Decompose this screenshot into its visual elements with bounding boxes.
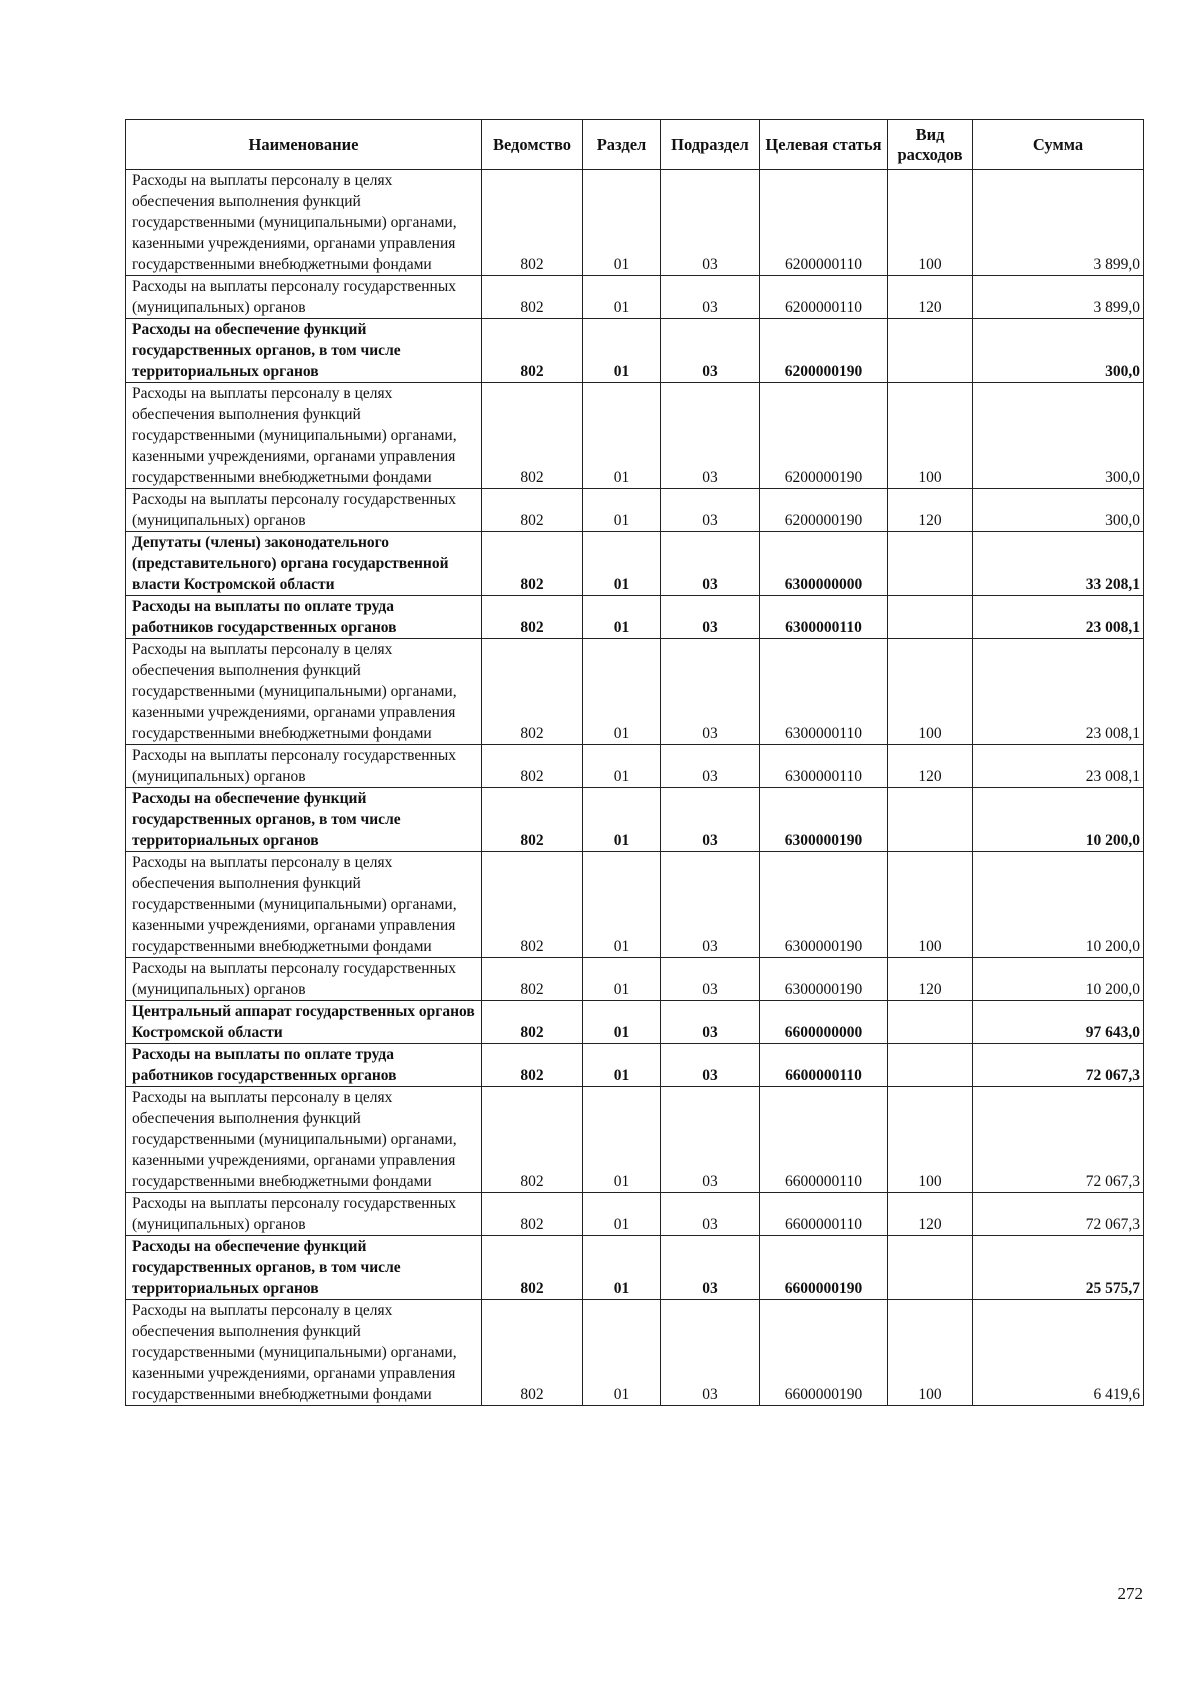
row-subsection-cell: 03	[661, 1236, 760, 1300]
row-sum-cell: 3 899,0	[973, 276, 1144, 319]
row-subsection-cell: 03	[661, 1193, 760, 1236]
row-subsection-cell: 03	[661, 958, 760, 1001]
row-dept-cell: 802	[482, 1044, 583, 1087]
row-target-cell: 6300000000	[760, 532, 888, 596]
row-target-cell: 6600000190	[760, 1300, 888, 1406]
row-kind-cell	[888, 1236, 973, 1300]
table-row	[126, 639, 1144, 745]
row-target-cell: 6600000110	[760, 1193, 888, 1236]
header-subsection: Подраздел	[661, 120, 760, 170]
row-subsection-cell: 03	[661, 596, 760, 639]
row-section-cell: 01	[583, 639, 661, 745]
table-row	[126, 1044, 1144, 1087]
row-sum-cell: 10 200,0	[973, 958, 1144, 1001]
row-dept-cell: 802	[482, 958, 583, 1001]
table-row	[126, 532, 1144, 596]
row-name-cell: Расходы на выплаты по оплате труда работников государственных органов	[126, 1044, 482, 1087]
row-target-cell: 6200000190	[760, 489, 888, 532]
row-target-cell: 6600000110	[760, 1044, 888, 1087]
row-dept-cell: 802	[482, 1087, 583, 1193]
row-subsection-cell: 03	[661, 788, 760, 852]
row-kind-cell	[888, 532, 973, 596]
row-subsection-cell: 03	[661, 1087, 760, 1193]
row-sum-cell: 3 899,0	[973, 170, 1144, 276]
row-sum-cell: 23 008,1	[973, 639, 1144, 745]
row-dept-cell: 802	[482, 639, 583, 745]
table-row	[126, 170, 1144, 276]
row-kind-cell: 120	[888, 489, 973, 532]
row-kind-cell: 100	[888, 1300, 973, 1406]
row-name-cell: Расходы на выплаты персоналу в целях обеспечения выполнения функций государственными (муниципальными) органами, казенными учреждениями, органами управления государственными внебюджетными фондами	[126, 1087, 482, 1193]
row-dept-cell: 802	[482, 596, 583, 639]
row-section-cell: 01	[583, 596, 661, 639]
row-sum-cell: 23 008,1	[973, 596, 1144, 639]
row-target-cell: 6300000190	[760, 852, 888, 958]
table-row	[126, 852, 1144, 958]
row-dept-cell: 802	[482, 852, 583, 958]
row-section-cell: 01	[583, 1044, 661, 1087]
row-subsection-cell: 03	[661, 1044, 760, 1087]
row-name-cell: Расходы на выплаты персоналу в целях обеспечения выполнения функций государственными (муниципальными) органами, казенными учреждениями, органами управления государственными внебюджетными фондами	[126, 170, 482, 276]
row-section-cell: 01	[583, 958, 661, 1001]
row-name-cell: Расходы на выплаты персоналу в целях обеспечения выполнения функций государственными (муниципальными) органами, казенными учреждениями, органами управления государственными внебюджетными фондами	[126, 852, 482, 958]
row-sum-cell: 300,0	[973, 319, 1144, 383]
row-kind-cell	[888, 319, 973, 383]
row-dept-cell: 802	[482, 276, 583, 319]
row-dept-cell: 802	[482, 788, 583, 852]
row-sum-cell: 10 200,0	[973, 852, 1144, 958]
row-subsection-cell: 03	[661, 745, 760, 788]
row-kind-cell	[888, 788, 973, 852]
table-row	[126, 745, 1144, 788]
row-section-cell: 01	[583, 1300, 661, 1406]
row-subsection-cell: 03	[661, 276, 760, 319]
row-dept-cell: 802	[482, 170, 583, 276]
row-sum-cell: 6 419,6	[973, 1300, 1144, 1406]
table-row	[126, 1193, 1144, 1236]
row-name-cell: Расходы на выплаты персоналу государственных (муниципальных) органов	[126, 745, 482, 788]
row-section-cell: 01	[583, 276, 661, 319]
table-row	[126, 383, 1144, 489]
row-name-cell: Расходы на выплаты персоналу в целях обеспечения выполнения функций государственными (муниципальными) органами, казенными учреждениями, органами управления государственными внебюджетными фондами	[126, 383, 482, 489]
row-sum-cell: 10 200,0	[973, 788, 1144, 852]
row-dept-cell: 802	[482, 1001, 583, 1044]
row-name-cell: Расходы на обеспечение функций государственных органов, в том числе территориальных органов	[126, 1236, 482, 1300]
header-kind: Вид расходов	[888, 120, 973, 170]
row-name-cell: Расходы на обеспечение функций государственных органов, в том числе территориальных органов	[126, 788, 482, 852]
table-row	[126, 596, 1144, 639]
row-subsection-cell: 03	[661, 489, 760, 532]
row-name-cell: Расходы на выплаты персоналу государственных (муниципальных) органов	[126, 276, 482, 319]
row-target-cell: 6300000190	[760, 788, 888, 852]
row-dept-cell: 802	[482, 532, 583, 596]
row-section-cell: 01	[583, 788, 661, 852]
table-row	[126, 489, 1144, 532]
row-sum-cell: 300,0	[973, 383, 1144, 489]
row-section-cell: 01	[583, 170, 661, 276]
row-section-cell: 01	[583, 489, 661, 532]
row-kind-cell: 100	[888, 383, 973, 489]
row-name-cell: Расходы на выплаты персоналу государственных (муниципальных) органов	[126, 1193, 482, 1236]
row-section-cell: 01	[583, 319, 661, 383]
row-dept-cell: 802	[482, 1193, 583, 1236]
row-target-cell: 6200000190	[760, 319, 888, 383]
table-row	[126, 1001, 1144, 1044]
row-sum-cell: 23 008,1	[973, 745, 1144, 788]
row-target-cell: 6300000190	[760, 958, 888, 1001]
row-subsection-cell: 03	[661, 639, 760, 745]
row-kind-cell	[888, 1044, 973, 1087]
row-target-cell: 6300000110	[760, 745, 888, 788]
row-section-cell: 01	[583, 532, 661, 596]
row-subsection-cell: 03	[661, 319, 760, 383]
row-subsection-cell: 03	[661, 1300, 760, 1406]
row-name-cell: Центральный аппарат государственных органов Костромской области	[126, 1001, 482, 1044]
row-dept-cell: 802	[482, 383, 583, 489]
row-sum-cell: 97 643,0	[973, 1001, 1144, 1044]
row-dept-cell: 802	[482, 489, 583, 532]
row-kind-cell: 100	[888, 852, 973, 958]
row-target-cell: 6300000110	[760, 596, 888, 639]
row-name-cell: Расходы на выплаты персоналу государственных (муниципальных) органов	[126, 489, 482, 532]
row-section-cell: 01	[583, 1193, 661, 1236]
row-name-cell: Расходы на выплаты по оплате труда работников государственных органов	[126, 596, 482, 639]
row-sum-cell: 72 067,3	[973, 1044, 1144, 1087]
table-header-row	[126, 120, 1144, 170]
table-row	[126, 276, 1144, 319]
row-dept-cell: 802	[482, 745, 583, 788]
row-sum-cell: 72 067,3	[973, 1193, 1144, 1236]
row-kind-cell: 120	[888, 276, 973, 319]
header-name: Наименование	[126, 120, 482, 170]
row-sum-cell: 72 067,3	[973, 1087, 1144, 1193]
budget-table	[125, 119, 1144, 1406]
row-dept-cell: 802	[482, 1300, 583, 1406]
table-row	[126, 319, 1144, 383]
row-kind-cell: 100	[888, 170, 973, 276]
row-target-cell: 6200000190	[760, 383, 888, 489]
header-target: Целевая статья	[760, 120, 888, 170]
table-row	[126, 1236, 1144, 1300]
row-section-cell: 01	[583, 745, 661, 788]
row-name-cell: Расходы на обеспечение функций государственных органов, в том числе территориальных органов	[126, 319, 482, 383]
row-sum-cell: 33 208,1	[973, 532, 1144, 596]
row-subsection-cell: 03	[661, 383, 760, 489]
row-kind-cell: 120	[888, 745, 973, 788]
row-section-cell: 01	[583, 852, 661, 958]
row-name-cell: Расходы на выплаты персоналу в целях обеспечения выполнения функций государственными (муниципальными) органами, казенными учреждениями, органами управления государственными внебюджетными фондами	[126, 639, 482, 745]
row-section-cell: 01	[583, 383, 661, 489]
row-subsection-cell: 03	[661, 1001, 760, 1044]
row-target-cell: 6200000110	[760, 276, 888, 319]
row-kind-cell: 100	[888, 1087, 973, 1193]
row-name-cell: Депутаты (члены) законодательного (представительного) органа государственной власти Костромской области	[126, 532, 482, 596]
row-target-cell: 6300000110	[760, 639, 888, 745]
row-section-cell: 01	[583, 1236, 661, 1300]
row-target-cell: 6200000110	[760, 170, 888, 276]
row-sum-cell: 25 575,7	[973, 1236, 1144, 1300]
row-subsection-cell: 03	[661, 532, 760, 596]
row-sum-cell: 300,0	[973, 489, 1144, 532]
row-kind-cell	[888, 1001, 973, 1044]
table-row	[126, 788, 1144, 852]
row-section-cell: 01	[583, 1001, 661, 1044]
row-subsection-cell: 03	[661, 170, 760, 276]
row-dept-cell: 802	[482, 1236, 583, 1300]
row-subsection-cell: 03	[661, 852, 760, 958]
row-name-cell: Расходы на выплаты персоналу в целях обеспечения выполнения функций государственными (муниципальными) органами, казенными учреждениями, органами управления государственными внебюджетными фондами	[126, 1300, 482, 1406]
row-dept-cell: 802	[482, 319, 583, 383]
row-target-cell: 6600000190	[760, 1236, 888, 1300]
row-section-cell: 01	[583, 1087, 661, 1193]
row-kind-cell	[888, 596, 973, 639]
row-name-cell: Расходы на выплаты персоналу государственных (муниципальных) органов	[126, 958, 482, 1001]
table-row	[126, 1300, 1144, 1406]
table-row	[126, 1087, 1144, 1193]
page-number: 272	[1117, 1584, 1143, 1603]
row-target-cell: 6600000000	[760, 1001, 888, 1044]
header-section: Раздел	[583, 120, 661, 170]
header-dept: Ведомство	[482, 120, 583, 170]
row-target-cell: 6600000110	[760, 1087, 888, 1193]
row-kind-cell: 100	[888, 639, 973, 745]
row-kind-cell: 120	[888, 958, 973, 1001]
table-row	[126, 958, 1144, 1001]
header-sum: Сумма	[973, 120, 1144, 170]
row-kind-cell: 120	[888, 1193, 973, 1236]
